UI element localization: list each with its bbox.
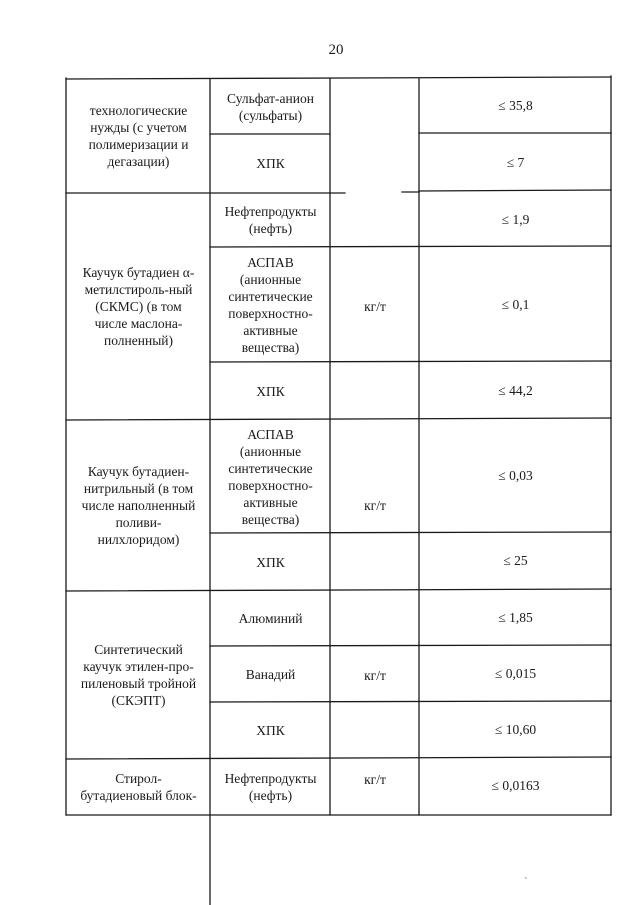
- parameter-cell: Сульфат-анион (сульфаты): [227, 90, 314, 123]
- page-number: 20: [328, 42, 344, 58]
- parameter-cell: Нефтепродукты (нефть): [224, 204, 317, 236]
- parameter-cell: Ванадий: [245, 666, 296, 682]
- value-cell: ≤ 10,60: [494, 721, 537, 737]
- product-cell: Стирол-бутадиеновый блок-: [80, 771, 197, 803]
- unit-cell: кг/т: [364, 498, 386, 513]
- product-cell: Каучук бутадиен-нитрильный (в том числе наполненный поливи-нилхлоридом): [81, 464, 196, 547]
- value-cell: ≤ 0,03: [498, 467, 533, 483]
- value-cell: ≤ 25: [503, 553, 528, 568]
- unit-cell: кг/т: [364, 299, 386, 314]
- product-cell: Синтетический каучук этилен-про-пиленовый тройной (СКЭПТ): [80, 642, 197, 708]
- value-cell: ≤ 35,8: [498, 98, 533, 113]
- unit-cell: кг/т: [364, 667, 386, 683]
- value-cell: ≤ 1,85: [498, 609, 533, 625]
- parameter-cell: Алюминий: [238, 611, 303, 626]
- unit-cell: [331, 79, 419, 191]
- product-cell: технологические нужды (с учетом полимеризации и дегазации): [88, 103, 189, 169]
- value-cell: ≤ 7: [506, 154, 525, 170]
- parameter-cell: ХПК: [256, 723, 285, 738]
- unit-cell: кг/т: [364, 771, 386, 787]
- scan-speck: `: [524, 876, 528, 888]
- value-cell: ≤ 1,9: [501, 211, 530, 227]
- product-cell: Каучук бутадиен α-метилстироль-ный (СКМС) (в том числе маслона-полненный): [82, 265, 195, 348]
- value-cell: ≤ 0,1: [501, 297, 530, 312]
- value-cell: ≤ 0,015: [494, 665, 537, 681]
- parameter-cell: ХПК: [256, 554, 285, 570]
- parameter-cell: ХПК: [256, 156, 285, 171]
- parameter-cell: Нефтепродукты (нефть): [224, 771, 317, 803]
- parameter-cell: АСПАВ (анионные синтетические поверхностно-активные вещества): [228, 254, 313, 355]
- value-cell: ≤ 0,0163: [491, 777, 540, 793]
- value-cell: ≤ 44,2: [498, 383, 533, 398]
- parameter-cell: ХПК: [256, 383, 285, 399]
- parameter-cell: АСПАВ (анионные синтетические поверхностно-активные вещества): [228, 426, 313, 527]
